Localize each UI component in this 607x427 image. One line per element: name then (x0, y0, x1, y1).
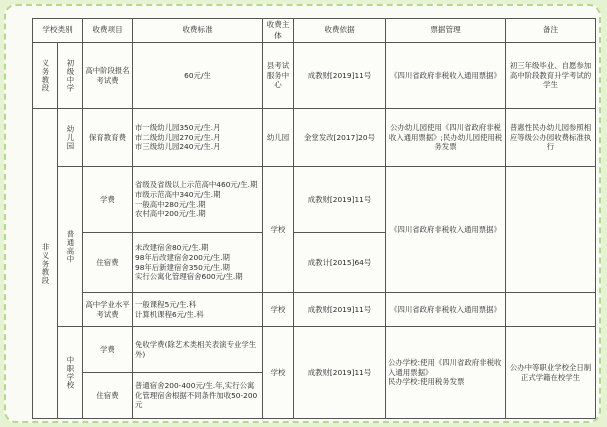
vocational-basis: 成教财[2019]11号 (294, 327, 386, 419)
kindergarten-subcategory: 幼儿园 (58, 109, 83, 167)
header-receipt-mgmt: 票据管理 (386, 19, 506, 43)
compulsory-standard: 60元/生 (133, 43, 263, 109)
vocational-tuition-standard: 免收学费(除艺术类相关表演专业学生外) (133, 327, 263, 373)
highschool-exam-receipt: 《四川省政府非税收入通用票据》 (386, 293, 506, 327)
compulsory-category: 义务教段 (33, 43, 58, 109)
vocational-receipt: 公办学校:使用《四川省政府非税收入通用票据》 民办学校:使用税务发票 (386, 327, 506, 419)
compulsory-remark: 初三年级毕业、自愿参加高中阶段教育升学考试的学生 (506, 43, 596, 109)
highschool-tuition-item: 学费 (83, 167, 133, 233)
vocational-tuition-item: 学费 (83, 327, 133, 373)
header-fee-basis: 收费依据 (294, 19, 386, 43)
kindergarten-basis: 金堂发改[2017]20号 (294, 109, 386, 167)
compulsory-basis: 成教财[2019]11号 (294, 43, 386, 109)
header-remarks: 备注 (506, 19, 596, 43)
highschool-subject: 学校 (263, 167, 294, 293)
header-school-category: 学校类别 (33, 19, 83, 43)
highschool-exam-standard: 一般课程5元/生.科 计算机课程6元/生.科 (133, 293, 263, 327)
vocational-subject: 学校 (263, 327, 294, 419)
header-fee-standard: 收费标准 (133, 19, 263, 43)
highschool-subcategory: 普通高中 (58, 167, 83, 327)
fee-table (32, 18, 596, 419)
highschool-remark (506, 167, 596, 293)
vocational-subcategory: 中职学校 (58, 327, 83, 419)
compulsory-subject: 县考试服务中心 (263, 43, 294, 109)
kindergarten-item: 保育教育费 (83, 109, 133, 167)
table-row (33, 327, 596, 373)
kindergarten-receipt: 公办幼儿园使用《四川省政府非税收入通用票据》;民办幼儿园使用税务发票 (386, 109, 506, 167)
header-fee-subject: 收费主体 (263, 19, 294, 43)
compulsory-receipt: 《四川省政府非税收入通用票据》 (386, 43, 506, 109)
header-row (33, 19, 596, 43)
compulsory-subcategory: 初级中学 (58, 43, 83, 109)
highschool-lodging-standard: 未改建宿舍80元/生.期 98年后改建宿舍200元/生.期 98年后新建宿舍350元/生.期 实行公寓化管理宿舍600元/生.期 (133, 233, 263, 293)
highschool-exam-remark (506, 293, 596, 327)
highschool-exam-item: 高中学业水平考试费 (83, 293, 133, 327)
table-row (33, 43, 596, 109)
kindergarten-remark: 普惠性民办幼儿园参照相应等级公办园收费标准执行 (506, 109, 596, 167)
kindergarten-subject: 幼儿园 (263, 109, 294, 167)
highschool-tuition-standard: 省级及省级以上示范高中460元/生.期 市级示范高中340元/生.期 一般高中280元/生.期 农村高中200元/生.期 (133, 167, 263, 233)
highschool-exam-subject: 学校 (263, 293, 294, 327)
table-row (33, 167, 596, 233)
highschool-receipt: 《四川省政府非税收入通用票据》 (386, 167, 506, 293)
highschool-lodging-basis: 成教计[2015]64号 (294, 233, 386, 293)
table-row (33, 109, 596, 167)
vocational-remark: 公办中等职业学校全日制正式学籍在校学生 (506, 327, 596, 419)
highschool-tuition-basis: 成教财[2019]11号 (294, 167, 386, 233)
highschool-exam-basis: 成教财[2019]11号 (294, 293, 386, 327)
table-row (33, 293, 596, 327)
highschool-lodging-item: 住宿费 (83, 233, 133, 293)
compulsory-item: 高中阶段报名考试费 (83, 43, 133, 109)
vocational-lodging-standard: 普通宿舍200-400元/生.年,实行公寓化管理宿舍根据不同条件加收50-200元 (133, 373, 263, 419)
page-frame (4, 4, 601, 423)
noncompulsory-category: 非义务教段 (33, 109, 58, 419)
vocational-lodging-item: 住宿费 (83, 373, 133, 419)
header-fee-item: 收费项目 (83, 19, 133, 43)
kindergarten-standard: 市一级幼儿园350元/生.月 市二级幼儿园270元/生.月 市三级幼儿园240元/生.月 (133, 109, 263, 167)
